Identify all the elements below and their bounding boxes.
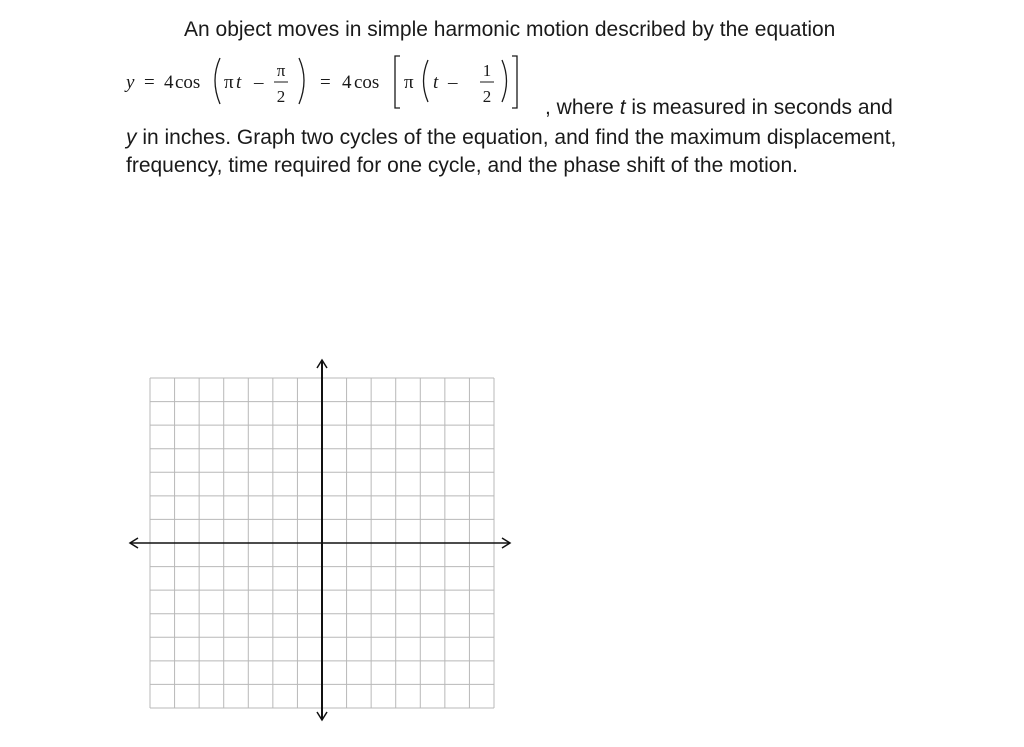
eq-equals-1: =: [144, 72, 155, 93]
where-var: t: [619, 96, 626, 119]
eq-paren-left-1: [215, 58, 220, 104]
eq-func-1: cos: [175, 72, 201, 93]
where-prefix: , where: [545, 96, 620, 119]
problem-body: [126, 124, 956, 180]
grid-svg[interactable]: [120, 350, 530, 730]
eq-paren-left-2: [424, 60, 429, 102]
eq-bracket-right: [512, 56, 517, 108]
eq-equals-2: =: [320, 72, 331, 93]
eq-frac1-den: 2: [276, 87, 286, 106]
problem-intro: An object moves in simple harmonic motion described by the equation: [184, 18, 836, 41]
eq-coef-2: 4: [342, 72, 352, 93]
equation-svg: [124, 50, 544, 120]
eq-coef-1: 4: [164, 72, 174, 93]
eq-frac2-num: 1: [482, 61, 492, 80]
body-var: y: [126, 126, 137, 149]
eq-bracket-left: [395, 56, 400, 108]
eq-lhs: y: [126, 72, 135, 93]
eq-pi-2: π: [404, 72, 414, 93]
eq-minus-2: –: [448, 72, 458, 93]
body-rest: in inches. Graph two cycles of the equation, and find the maximum displacement, frequency, time required for one cycle, and the phase shift of the motion.: [126, 126, 897, 177]
eq-frac2-den: 2: [482, 87, 492, 106]
where-suffix: is measured in seconds and: [625, 96, 893, 119]
eq-t-2: t: [433, 72, 439, 93]
eq-pi-1: π: [224, 72, 234, 93]
eq-func-2: cos: [354, 72, 380, 93]
eq-frac1-num: π: [276, 61, 286, 80]
equation: [124, 50, 544, 120]
where-clause: [545, 96, 893, 120]
eq-minus-1: –: [254, 72, 264, 93]
eq-t-1: t: [236, 72, 242, 93]
eq-paren-right-1: [299, 58, 304, 104]
eq-paren-right-2: [502, 60, 507, 102]
answer-grid[interactable]: [120, 350, 530, 735]
